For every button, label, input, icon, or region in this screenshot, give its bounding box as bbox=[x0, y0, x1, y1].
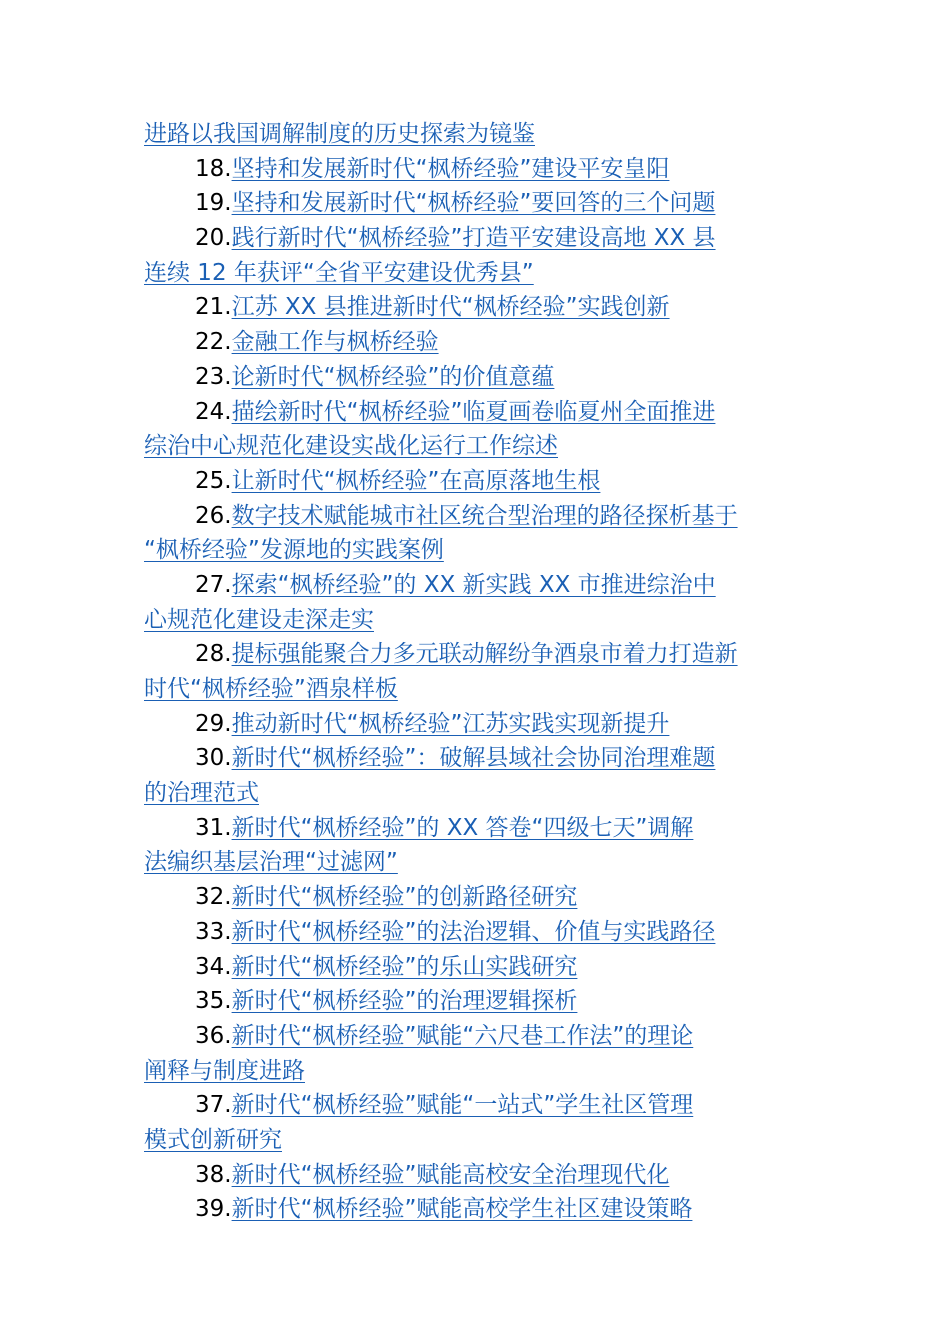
toc-entry-continuation bbox=[144, 603, 808, 638]
toc-entry bbox=[144, 360, 808, 395]
toc-entry-link[interactable]: 数字技术赋能城市社区统合型治理的路径探析基于 bbox=[231, 502, 738, 529]
toc-entry bbox=[144, 395, 808, 430]
toc-entry-link[interactable]: 进路以我国调解制度的历史探索为镜鉴 bbox=[144, 121, 535, 147]
toc-entry bbox=[144, 984, 808, 1019]
toc-entry-number: 34. bbox=[195, 953, 232, 980]
toc-entry bbox=[144, 499, 808, 534]
toc-entry-link[interactable]: 新时代“枫桥经验”：破解县域社会协同治理难题 bbox=[231, 745, 716, 772]
table-of-contents bbox=[144, 117, 808, 1227]
toc-entry bbox=[144, 915, 808, 950]
toc-entry-number: 37. bbox=[195, 1092, 232, 1119]
toc-entry-number: 29. bbox=[195, 710, 232, 737]
toc-entry-continuation bbox=[144, 1123, 808, 1158]
toc-entry-number: 23. bbox=[195, 363, 232, 390]
toc-entry bbox=[144, 186, 808, 221]
toc-entry-link[interactable]: 新时代“枫桥经验”赋能“一站式”学生社区管理 bbox=[231, 1092, 694, 1119]
toc-entry-link[interactable]: 综治中心规范化建设实战化运行工作综述 bbox=[144, 433, 558, 460]
toc-entry bbox=[144, 637, 808, 672]
toc-entry-number: 27. bbox=[195, 571, 232, 598]
toc-entry-link[interactable]: 金融工作与枫桥经验 bbox=[231, 329, 439, 356]
toc-entry-link[interactable]: 让新时代“枫桥经验”在高原落地生根 bbox=[231, 467, 601, 494]
toc-entry-link[interactable]: 论新时代“枫桥经验”的价值意蕴 bbox=[231, 363, 555, 390]
toc-entry-number: 21. bbox=[195, 294, 232, 321]
toc-entry-continuation bbox=[144, 533, 808, 568]
toc-entry bbox=[144, 1192, 808, 1227]
toc-entry-link[interactable]: 法编织基层治理“过滤网” bbox=[144, 849, 398, 876]
toc-entry-link[interactable]: 新时代“枫桥经验”的乐山实践研究 bbox=[231, 953, 578, 980]
toc-entry-link[interactable]: 新时代“枫桥经验”的 XX 答卷“四级七天”调解 bbox=[231, 814, 694, 841]
toc-entry-number: 19. bbox=[195, 190, 232, 217]
toc-entry-continuation bbox=[144, 117, 808, 152]
toc-entry bbox=[144, 464, 808, 499]
toc-entry-link[interactable]: 新时代“枫桥经验”的治理逻辑探析 bbox=[231, 988, 578, 1015]
toc-entry-link[interactable]: 描绘新时代“枫桥经验”临夏画卷临夏州全面推进 bbox=[231, 398, 716, 425]
toc-entry-continuation bbox=[144, 776, 808, 811]
toc-entry-number: 26. bbox=[195, 502, 232, 529]
toc-entry bbox=[144, 741, 808, 776]
toc-entry-link[interactable]: 坚持和发展新时代“枫桥经验”要回答的三个问题 bbox=[231, 190, 716, 217]
toc-entry-link[interactable]: 的治理范式 bbox=[144, 780, 259, 807]
toc-entry-link[interactable]: 新时代“枫桥经验”的创新路径研究 bbox=[231, 884, 578, 911]
toc-entry bbox=[144, 568, 808, 603]
toc-entry bbox=[144, 325, 808, 360]
toc-entry-continuation bbox=[144, 672, 808, 707]
toc-entry-number: 38. bbox=[195, 1161, 232, 1188]
toc-entry bbox=[144, 290, 808, 325]
toc-entry bbox=[144, 880, 808, 915]
toc-entry-number: 18. bbox=[195, 155, 232, 182]
toc-entry bbox=[144, 1158, 808, 1193]
toc-entry-link[interactable]: 推动新时代“枫桥经验”江苏实践实现新提升 bbox=[231, 710, 670, 737]
toc-entry-link[interactable]: 新时代“枫桥经验”的法治逻辑、价值与实践路径 bbox=[231, 918, 716, 945]
toc-entry-link[interactable]: 新时代“枫桥经验”赋能“六尺巷工作法”的理论 bbox=[231, 1022, 694, 1049]
toc-entry-link[interactable]: 模式创新研究 bbox=[144, 1126, 282, 1153]
toc-entry-link[interactable]: 心规范化建设走深走实 bbox=[144, 606, 374, 633]
toc-entry-number: 35. bbox=[195, 988, 232, 1015]
toc-entry-link[interactable]: “枫桥经验”发源地的实践案例 bbox=[144, 537, 444, 564]
toc-entry-number: 28. bbox=[195, 641, 232, 668]
toc-entry bbox=[144, 152, 808, 187]
toc-entry-number: 33. bbox=[195, 918, 232, 945]
toc-entry bbox=[144, 950, 808, 985]
toc-entry bbox=[144, 221, 808, 256]
toc-entry-link[interactable]: 坚持和发展新时代“枫桥经验”建设平安皇阳 bbox=[231, 155, 670, 182]
toc-entry-number: 31. bbox=[195, 814, 232, 841]
toc-entry-number: 25. bbox=[195, 467, 232, 494]
toc-entry bbox=[144, 1019, 808, 1054]
toc-entry-number: 24. bbox=[195, 398, 232, 425]
toc-entry-number: 36. bbox=[195, 1022, 232, 1049]
toc-entry bbox=[144, 1088, 808, 1123]
toc-entry-link[interactable]: 探索“枫桥经验”的 XX 新实践 XX 市推进综治中 bbox=[231, 571, 716, 598]
toc-entry-number: 30. bbox=[195, 745, 232, 772]
toc-entry-link[interactable]: 新时代“枫桥经验”赋能高校学生社区建设策略 bbox=[231, 1196, 693, 1223]
toc-entry-number: 22. bbox=[195, 329, 232, 356]
toc-entry-continuation bbox=[144, 256, 808, 291]
toc-entry-number: 32. bbox=[195, 884, 232, 911]
toc-entry bbox=[144, 707, 808, 742]
toc-entry-continuation bbox=[144, 845, 808, 880]
toc-entry-link[interactable]: 新时代“枫桥经验”赋能高校安全治理现代化 bbox=[231, 1161, 670, 1188]
toc-entry-link[interactable]: 践行新时代“枫桥经验”打造平安建设高地 XX 县 bbox=[231, 225, 716, 252]
toc-entry-number: 39. bbox=[195, 1196, 232, 1223]
toc-entry-link[interactable]: 提标强能聚合力多元联动解纷争酒泉市着力打造新 bbox=[231, 641, 738, 668]
toc-entry-link[interactable]: 阐释与制度进路 bbox=[144, 1057, 305, 1084]
toc-entry-number: 20. bbox=[195, 225, 232, 252]
toc-entry-link[interactable]: 连续 12 年获评“全省平安建设优秀县” bbox=[144, 259, 534, 286]
toc-entry-link[interactable]: 时代“枫桥经验”酒泉样板 bbox=[144, 676, 398, 702]
toc-entry-continuation bbox=[144, 429, 808, 464]
toc-entry-link[interactable]: 江苏 XX 县推进新时代“枫桥经验”实践创新 bbox=[231, 294, 670, 321]
toc-entry bbox=[144, 811, 808, 846]
toc-entry-continuation bbox=[144, 1054, 808, 1089]
